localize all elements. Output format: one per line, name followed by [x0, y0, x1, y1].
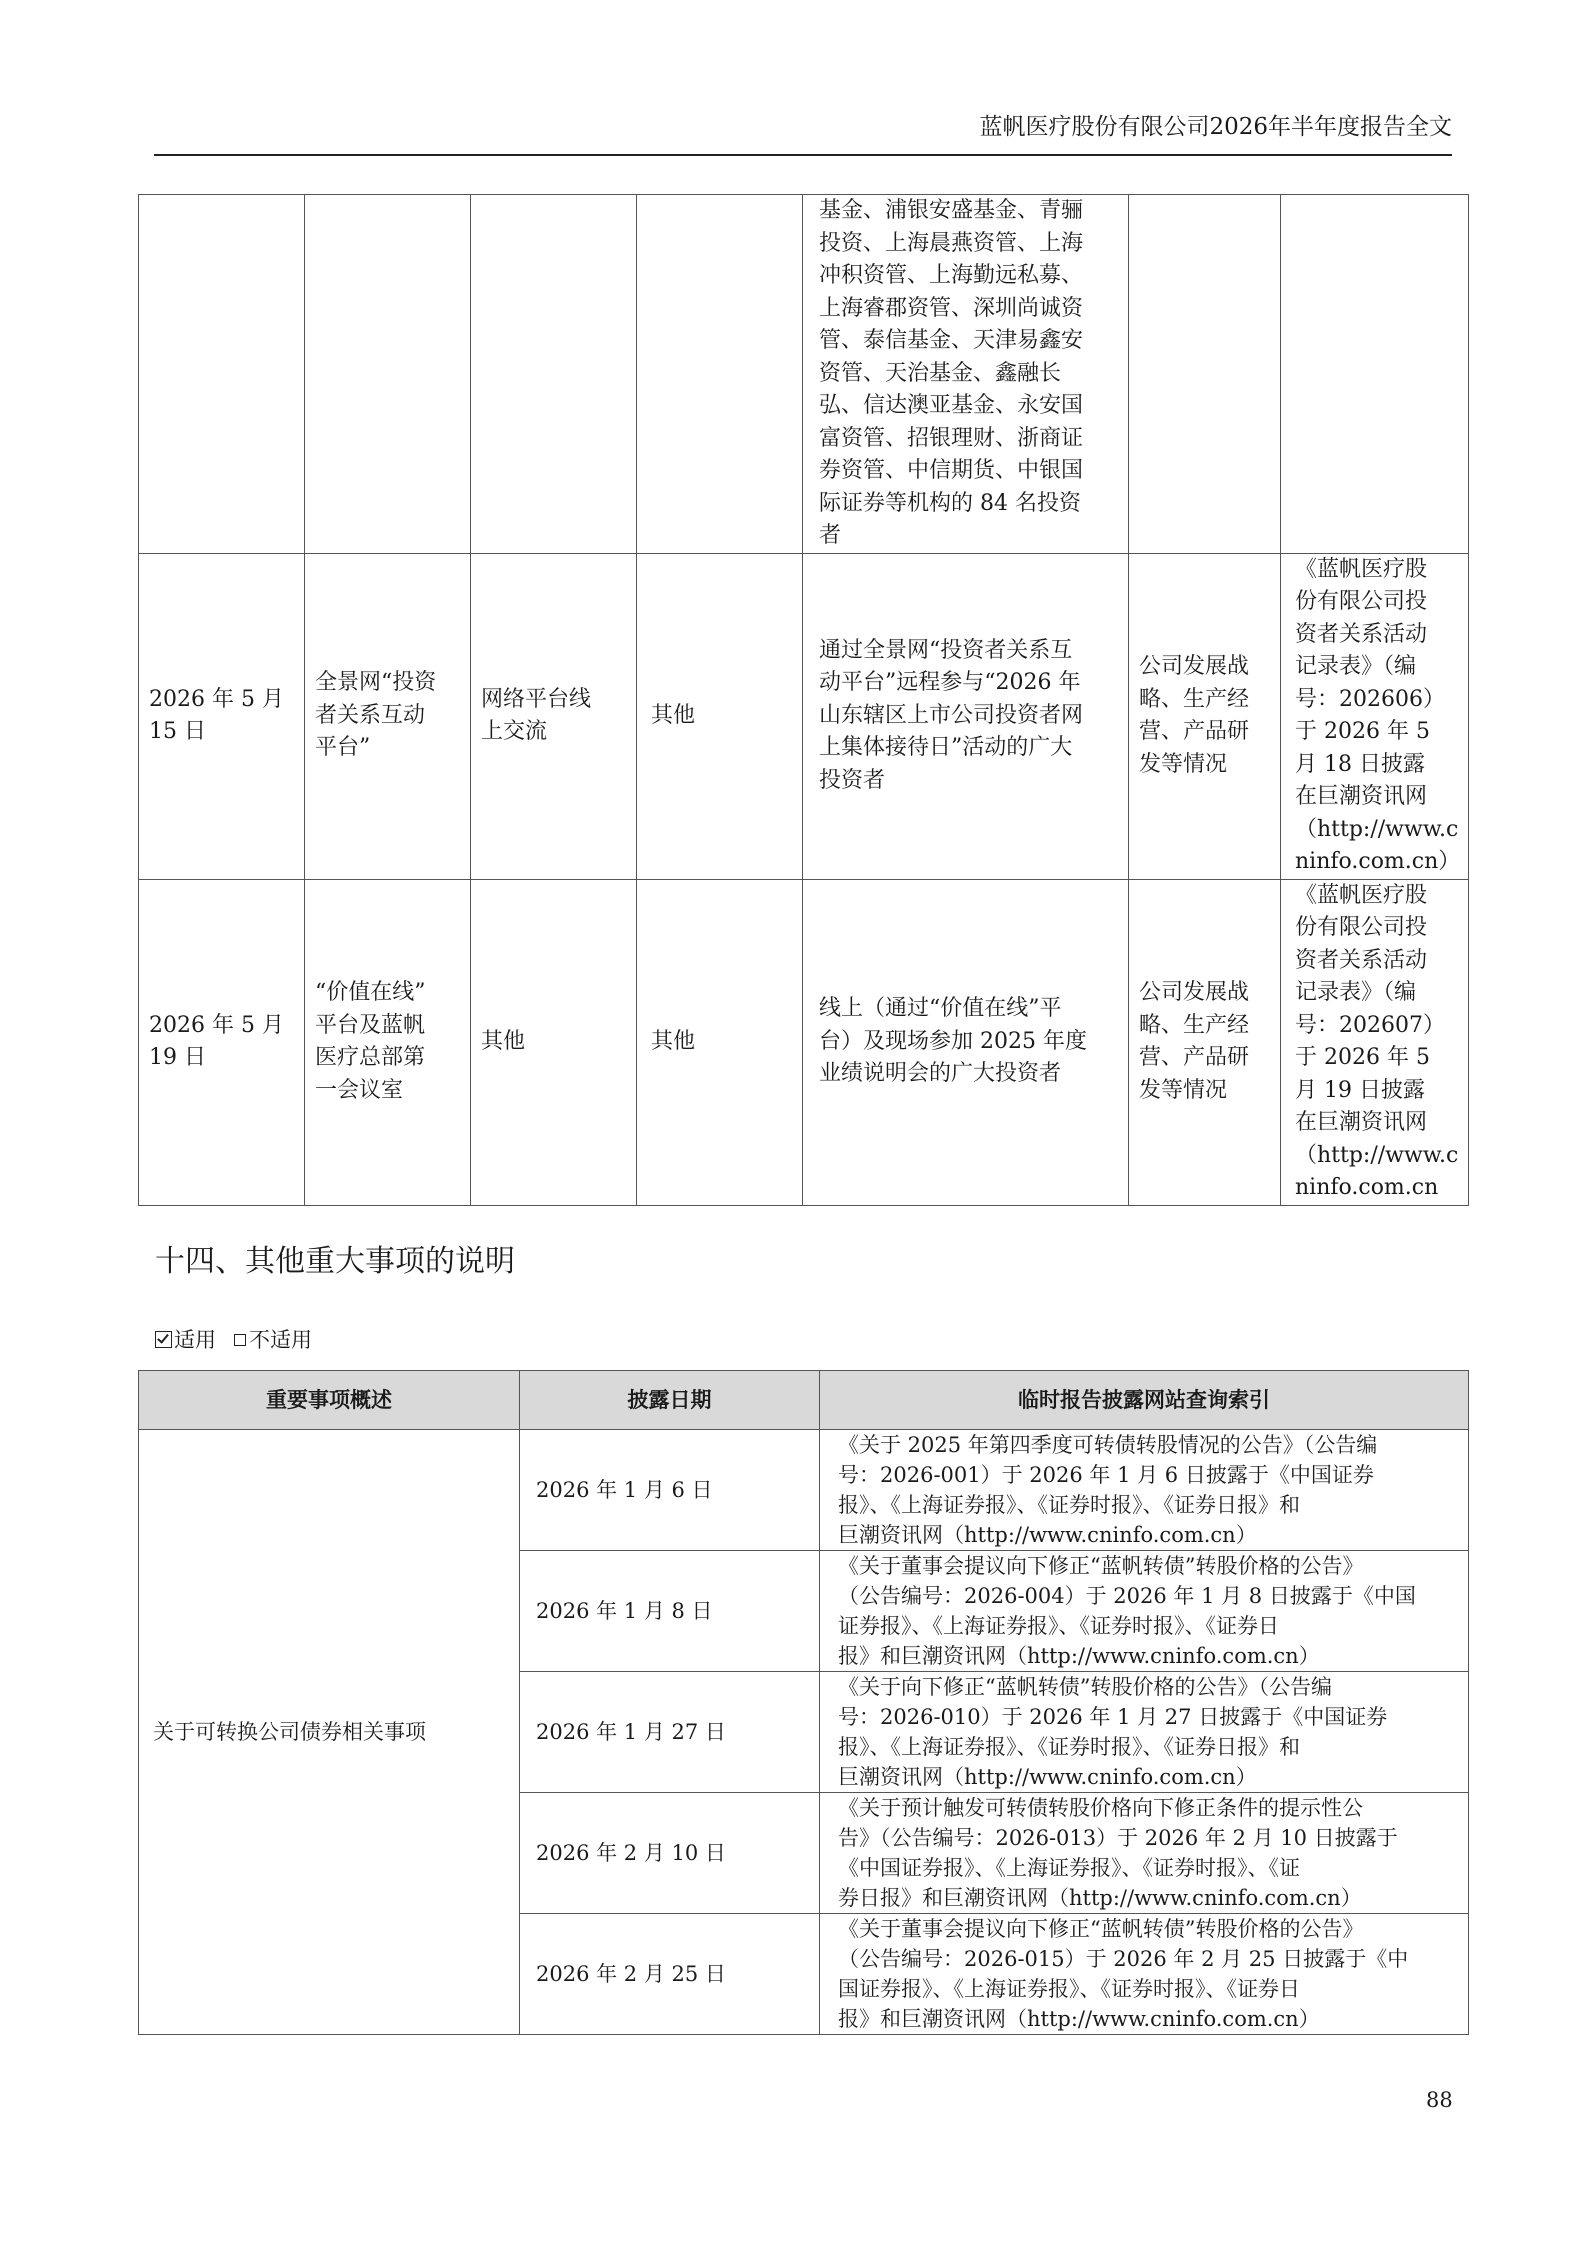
research-place-cell	[305, 553, 471, 879]
text-line: 于 2026 年 5	[1295, 719, 1430, 744]
text-line: 台）及现场参加 2025 年度	[819, 1028, 1087, 1054]
disclosure-index-cell	[820, 1551, 1469, 1672]
table-row	[139, 1430, 1469, 1551]
text-line: 月 18 日披露	[1295, 751, 1425, 777]
text-line: 份有限公司投	[1295, 589, 1428, 614]
text-line: 资者关系活动	[1295, 621, 1428, 647]
text-line: （http://www.c	[1295, 1142, 1459, 1168]
text-line: 《关于预计触发可转债转股价格向下修正条件的提示性公	[838, 1796, 1363, 1820]
text-line: 券日报》和巨潮资讯网（http://www.cninfo.com.cn）	[838, 1886, 1362, 1910]
research-type-cell: 其他	[637, 553, 803, 879]
text-line: 在巨潮资讯网	[1295, 784, 1428, 809]
research-index-cell	[1281, 553, 1469, 879]
text-line: 公司发展战	[1139, 654, 1250, 679]
research-visitors-cell	[803, 553, 1129, 879]
text-line: 富资管、招银理财、浙商证	[819, 425, 1084, 451]
text-line: 略、生产经	[1139, 686, 1250, 712]
disclosure-date-cell: 2026 年 2 月 25 日	[520, 1914, 820, 2035]
text-line: 记录表》（编	[1295, 654, 1417, 679]
text-line: “价值在线”	[315, 980, 426, 1005]
research-type-cell	[637, 195, 803, 554]
text-line: 者	[819, 523, 842, 548]
not-applicable-label: 不适用	[249, 1328, 312, 1352]
text-line: 15 日	[149, 719, 206, 744]
text-line: 资管、天治基金、鑫融长	[819, 360, 1062, 386]
research-place-cell	[305, 195, 471, 554]
text-line: 际证券等机构的 84 名投资	[819, 490, 1081, 516]
text-line: 记录表》（编	[1295, 980, 1417, 1005]
text-line: 平台”	[315, 735, 371, 761]
text-line: 弘、信达澳亚基金、永安国	[819, 393, 1084, 418]
text-line: 2026 年 5 月	[149, 686, 284, 712]
text-line: 其他	[481, 1028, 526, 1054]
text-line: 号：202606）	[1295, 686, 1445, 712]
text-line: 投资、上海晨燕资管、上海	[819, 230, 1084, 256]
text-line: 略、生产经	[1139, 1012, 1250, 1038]
research-visitors-cell	[803, 879, 1129, 1205]
text-line: 19 日	[149, 1045, 206, 1070]
section-title: 十四、其他重大事项的说明	[155, 1244, 515, 1279]
disclosure-date-cell: 2026 年 1 月 27 日	[520, 1672, 820, 1793]
checked-box-icon	[155, 1331, 172, 1348]
text-line: 号：2026-010）于 2026 年 1 月 27 日披露于《中国证券	[838, 1705, 1388, 1729]
column-header: 重要事项概述	[139, 1371, 520, 1430]
research-method-cell	[471, 553, 637, 879]
text-line: 月 19 日披露	[1295, 1077, 1425, 1103]
research-type-cell: 其他	[637, 879, 803, 1205]
text-line: ninfo.com.cn	[1295, 1175, 1439, 1200]
research-content-cell	[1129, 879, 1281, 1205]
text-line: 上海睿郡资管、深圳尚诚资	[819, 295, 1084, 321]
text-line: 在巨潮资讯网	[1295, 1110, 1428, 1135]
text-line: 营、产品研	[1139, 719, 1250, 744]
text-line: ninfo.com.cn）	[1295, 849, 1461, 874]
disclosure-date-cell: 2026 年 1 月 6 日	[520, 1430, 820, 1551]
disclosure-index-cell	[820, 1793, 1469, 1914]
matter-summary-cell: 关于可转换公司债券相关事项	[139, 1430, 520, 2035]
research-visitors-cell	[803, 195, 1129, 554]
text-line: 冲积资管、上海勤远私募、	[819, 263, 1084, 288]
text-line: 管、泰信基金、天津易鑫安	[819, 328, 1084, 353]
text-line: 《蓝帆医疗股	[1295, 882, 1428, 908]
text-line: 《关于董事会提议向下修正“蓝帆转债”转股价格的公告》	[838, 1917, 1364, 1941]
table-row	[139, 195, 1469, 554]
research-date-cell	[139, 195, 305, 554]
applicable-label: 适用	[174, 1328, 216, 1352]
research-index-cell	[1281, 195, 1469, 554]
text-line: 网络平台线	[481, 686, 592, 712]
table-row	[139, 879, 1469, 1205]
text-line: 基金、浦银安盛基金、青骊	[819, 198, 1084, 223]
text-line: 发等情况	[1139, 1077, 1228, 1103]
disclosure-index-cell	[820, 1914, 1469, 2035]
major-matters-table	[138, 1370, 1469, 2035]
text-line: 医疗总部第	[315, 1045, 426, 1070]
research-content-cell	[1129, 195, 1281, 554]
text-line: 全景网“投资	[315, 670, 437, 696]
text-line: 告》（公告编号：2026-013）于 2026 年 2 月 10 日披露于	[838, 1826, 1398, 1850]
text-line: 通过全景网“投资者关系互	[819, 637, 1073, 663]
text-line: 号：202607）	[1295, 1012, 1445, 1038]
column-header: 临时报告披露网站查询索引	[820, 1371, 1469, 1430]
disclosure-date-cell: 2026 年 2 月 10 日	[520, 1793, 820, 1914]
text-line: 巨潮资讯网（http://www.cninfo.com.cn）	[838, 1523, 1257, 1547]
disclosure-index-cell	[820, 1672, 1469, 1793]
text-line: 动平台”远程参与“2026 年	[819, 670, 1081, 696]
page-header	[154, 112, 1452, 156]
text-line: 资者关系活动	[1295, 947, 1428, 973]
text-line: 上集体接待日”活动的广大	[819, 735, 1073, 761]
text-line: 报》、《上海证券报》、《证券时报》、《证券日报》和	[838, 1735, 1300, 1759]
table-header-row	[139, 1371, 1469, 1430]
text-line: 线上（通过“价值在线”平	[819, 996, 1062, 1022]
research-index-cell	[1281, 879, 1469, 1205]
page-number: 88	[1426, 2088, 1453, 2112]
research-date-cell	[139, 553, 305, 879]
text-line: 山东辖区上市公司投资者网	[819, 702, 1084, 728]
text-line: 国证券报》、《上海证券报》、《证券时报》、《证券日	[838, 1977, 1300, 2001]
text-line: 巨潮资讯网（http://www.cninfo.com.cn）	[838, 1765, 1257, 1789]
text-line: 《蓝帆医疗股	[1295, 556, 1428, 582]
text-line: 《中国证券报》、《上海证券报》、《证券时报》、《证	[838, 1856, 1300, 1880]
text-line: 号：2026-001）于 2026 年 1 月 6 日披露于《中国证券	[838, 1463, 1374, 1487]
text-line: 一会议室	[315, 1077, 404, 1103]
disclosure-date-cell: 2026 年 1 月 8 日	[520, 1551, 820, 1672]
text-line: 报》和巨潮资讯网（http://www.cninfo.com.cn）	[838, 1644, 1320, 1668]
text-line: （公告编号：2026-004）于 2026 年 1 月 8 日披露于《中国	[838, 1584, 1416, 1608]
column-header: 披露日期	[520, 1371, 820, 1430]
text-line: （公告编号：2026-015）于 2026 年 2 月 25 日披露于《中	[838, 1947, 1409, 1971]
text-line: 2026 年 5 月	[149, 1012, 284, 1038]
research-content-cell	[1129, 553, 1281, 879]
unchecked-box-icon	[234, 1334, 246, 1346]
applicability-line	[155, 1325, 312, 1355]
text-line: 营、产品研	[1139, 1045, 1250, 1070]
text-line: 券资管、中信期货、中银国	[819, 458, 1084, 483]
text-line: 《关于董事会提议向下修正“蓝帆转债”转股价格的公告》	[838, 1554, 1364, 1578]
investor-research-table	[138, 194, 1469, 1206]
research-method-cell	[471, 879, 637, 1205]
research-date-cell	[139, 879, 305, 1205]
disclosure-index-cell	[820, 1430, 1469, 1551]
text-line: 业绩说明会的广大投资者	[819, 1061, 1062, 1087]
text-line: 发等情况	[1139, 751, 1228, 777]
text-line: 《关于向下修正“蓝帆转债”转股价格的公告》（公告编	[838, 1675, 1332, 1699]
research-method-cell	[471, 195, 637, 554]
header-title: 蓝帆医疗股份有限公司2026年半年度报告全文	[979, 114, 1452, 140]
research-place-cell	[305, 879, 471, 1205]
text-line: 投资者	[819, 767, 886, 793]
text-line: 报》和巨潮资讯网（http://www.cninfo.com.cn）	[838, 2007, 1320, 2031]
table-row	[139, 553, 1469, 879]
text-line: 于 2026 年 5	[1295, 1045, 1430, 1070]
text-line: 者关系互动	[315, 702, 426, 728]
text-line: 公司发展战	[1139, 980, 1250, 1005]
text-line: 平台及蓝帆	[315, 1012, 426, 1038]
text-line: 证券报》、《上海证券报》、《证券时报》、《证券日	[838, 1614, 1279, 1638]
text-line: 份有限公司投	[1295, 915, 1428, 940]
text-line: 上交流	[481, 719, 548, 744]
text-line: 报》、《上海证券报》、《证券时报》、《证券日报》和	[838, 1493, 1300, 1517]
text-line: 《关于 2025 年第四季度可转债转股情况的公告》（公告编	[838, 1433, 1378, 1457]
text-line: （http://www.c	[1295, 816, 1459, 842]
